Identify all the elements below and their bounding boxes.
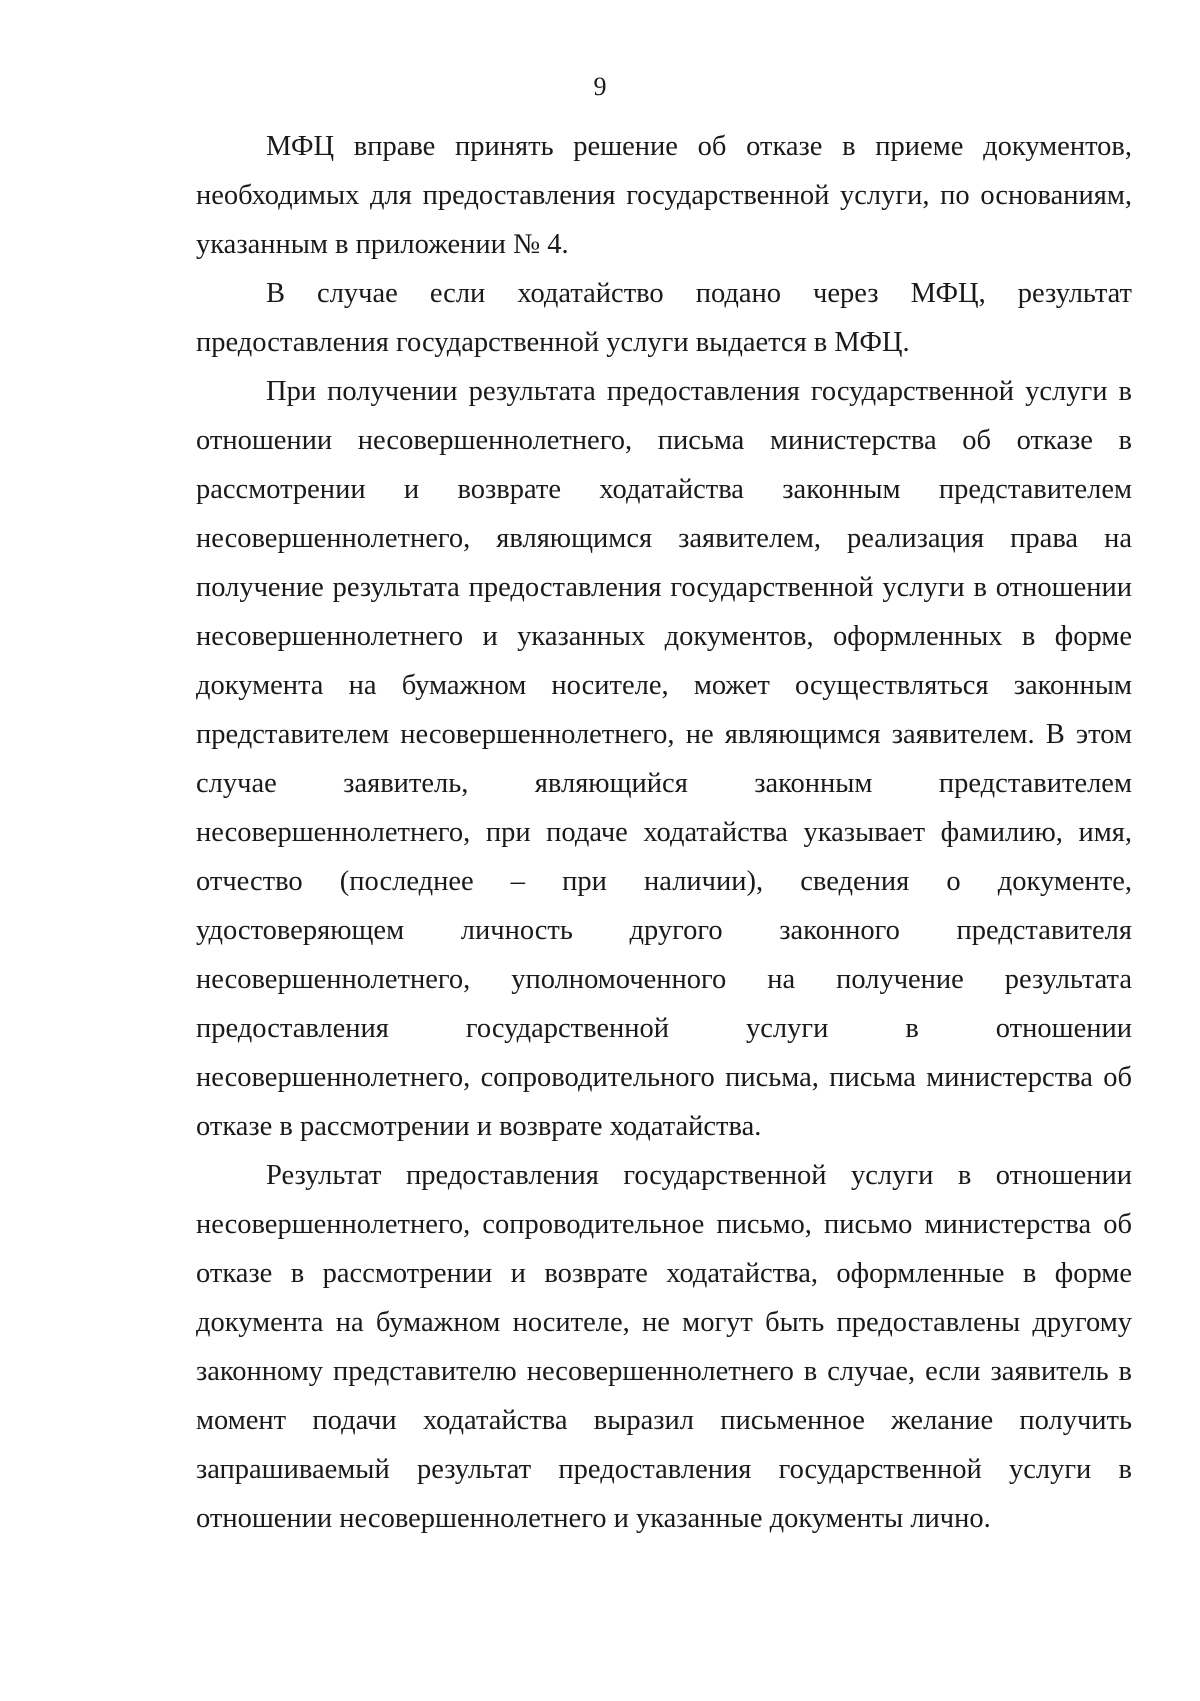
paragraph-minor-result-receipt: При получении результата предоставления государственной услуги в отношении несовершеннолетнего, письма министерства об отказе в рассмотрении и возврате ходатайства законным представителем несовершеннолетнего, являющимся заявителем, реализация права на получение результата предоставления государственной услуги в отношении несовершеннолетнего и указанных документов, оформленных в форме документа на бумажном носителе, может осуществляться законным представителем несовершеннолетнего, не являющимся заявителем. В этом случае заявитель, являющийся законным представителем несовершеннолетнего, при подаче ходатайства указывает фамилию, имя, отчество (последнее – при наличии), сведения о документе, удостоверяющем личность другого законного представителя несовершеннолетнего, уполномоченного на получение результата предоставления государственной услуги в отношении несовершеннолетнего, сопроводительного письма, письма министерства об отказе в рассмотрении и возврате ходатайства. [196, 376, 1132, 1142]
page-number: 9 [593, 72, 607, 101]
paragraph-minor-result-restriction: Результат предоставления государственной услуги в отношении несовершеннолетнего, сопроводительное письмо, письмо министерства об отказе в рассмотрении и возврате ходатайства, оформленные в форме документа на бумажном носителе, не могут быть предоставлены другому законному представителю несовершеннолетнего в случае, если заявитель в момент подачи ходатайства выразил письменное желание получить запрашиваемый результат предоставления государственной услуги в отношении несовершеннолетнего и указанные документы лично. [196, 1160, 1132, 1534]
paragraph-mfc-result: В случае если ходатайство подано через МФЦ, результат предоставления государственной услуги выдается в МФЦ. [196, 278, 1132, 358]
document-body [196, 122, 1132, 1543]
paragraph-mfc-refusal: МФЦ вправе принять решение об отказе в приеме документов, необходимых для предоставления государственной услуги, по основаниям, указанным в приложении № 4. [196, 131, 1132, 260]
